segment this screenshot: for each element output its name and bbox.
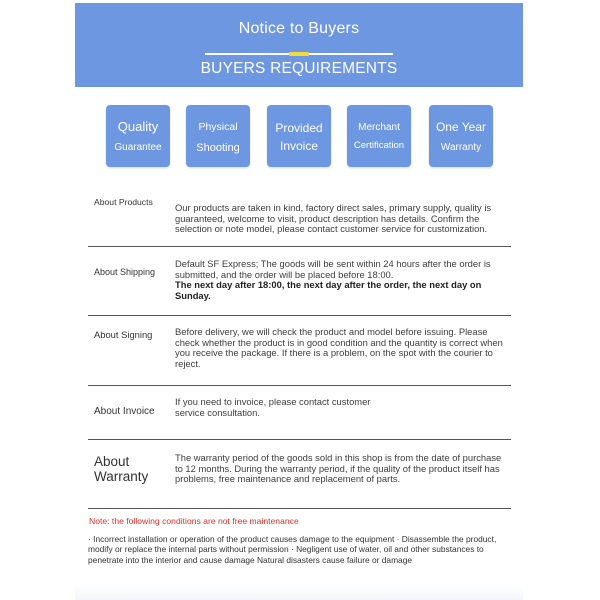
section-divider <box>88 508 511 509</box>
badge-line2: Shooting <box>196 142 240 154</box>
badge-line1: Provided <box>275 121 323 135</box>
section-divider <box>88 315 511 316</box>
note-title: Note: the following conditions are not free maintenance <box>89 516 299 526</box>
badge-quality-guarantee <box>106 105 170 167</box>
section-body: Before delivery, we will check the product and model before issuing. Please check whether the product is in good condition and the quantity is correct when you receive the package. If there is a problem, on the spot with the courier to reject. <box>175 326 503 369</box>
badge-line1: Merchant <box>358 122 400 133</box>
section-divider <box>88 439 511 440</box>
section-invoice <box>88 394 512 434</box>
badge-physical-shooting <box>186 105 250 167</box>
section-body: The warranty period of the goods sold in this shop is from the date of purchase to 12 months. During the warranty period, if the quality of the product itself has problems, free maintenance and replacement of parts. <box>175 452 502 485</box>
section-label: About Products <box>94 197 153 207</box>
badge-line2: Guarantee <box>114 142 162 153</box>
section-divider <box>88 385 511 386</box>
bottom-fade <box>75 585 523 600</box>
badge-line1: Quality <box>117 119 159 134</box>
badge-one-year-warranty <box>429 105 493 167</box>
note-body: · Incorrect installation or operation of the product causes damage to the equipment · Disassemble the product, modify or replace the internal parts without permission · Negligent use of water, oil and other substances to penetrate into the interior and cause damage Natural disasters cause failure or damage <box>88 534 497 565</box>
shipping-bold-text: The next day after 18:00, the next day after the order, the next day on Sunday. <box>175 279 482 301</box>
warranty-label-line1: About <box>94 454 130 469</box>
warranty-label-line2: Warranty <box>94 469 149 484</box>
badge-merchant-certification <box>347 105 411 167</box>
section-label: About Shipping <box>94 267 156 277</box>
section-body: If you need to invoice, please contact customer service consultation. <box>175 396 371 418</box>
badge-line1: Physical <box>198 121 238 133</box>
notice-banner <box>75 3 523 87</box>
badge-line2: Invoice <box>279 139 319 153</box>
badge-provided-invoice <box>267 105 331 167</box>
section-divider <box>88 246 511 247</box>
section-label <box>94 454 148 484</box>
section-label: About Invoice <box>94 406 155 417</box>
badge-line1: One Year <box>435 120 487 134</box>
section-shipping <box>88 255 512 315</box>
banner-title: Notice to Buyers <box>238 20 360 37</box>
section-signing <box>88 322 512 382</box>
banner-divider-accent <box>289 52 309 56</box>
banner-subtitle: BUYERS REQUIREMENTS <box>200 60 398 77</box>
section-products <box>88 195 512 245</box>
section-label: About Signing <box>94 329 153 340</box>
section-body: Our products are taken in kind, factory direct sales, primary supply, quality is guaranteed, welcome to visit, product description has details. Confirm the selection or note model, please contact customer service for customization. <box>175 202 492 235</box>
badge-line2: Warranty <box>440 142 482 153</box>
section-warranty <box>88 447 512 507</box>
shipping-text: Default SF Express; The goods will be sent within 24 hours after the order is submitted, and the order will be placed before 18:00. <box>175 258 491 280</box>
section-body <box>175 259 510 301</box>
badge-line2: Certification <box>353 140 405 151</box>
